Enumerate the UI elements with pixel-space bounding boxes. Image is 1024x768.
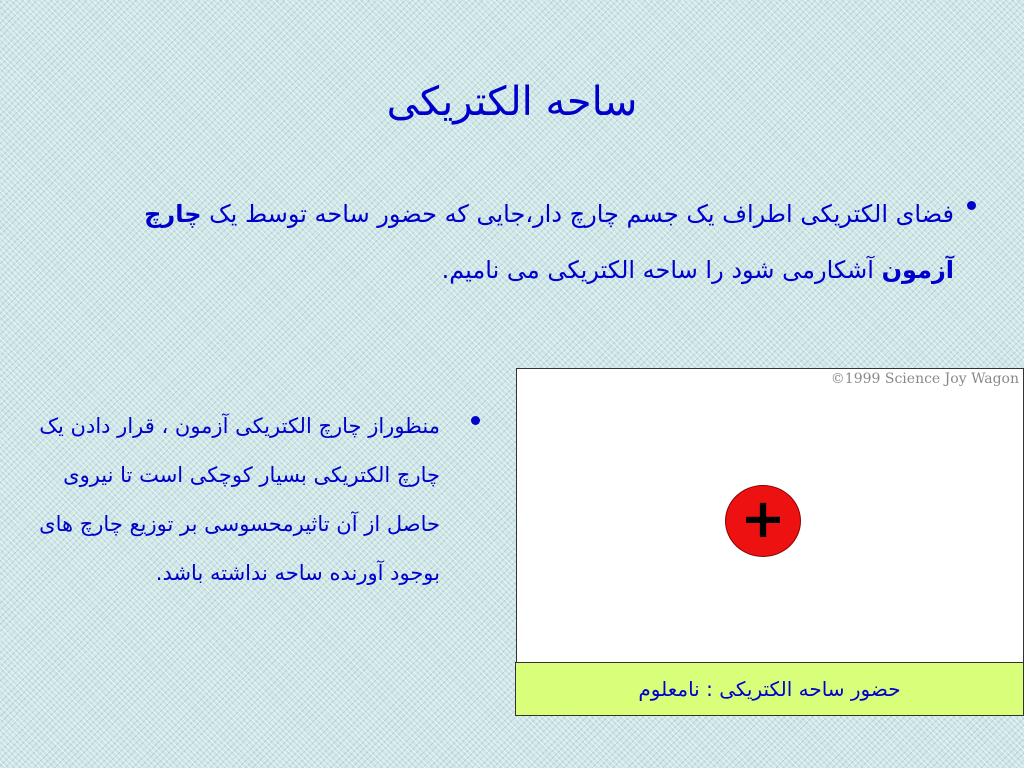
copyright-label: ©1999 Science Joy Wagon (830, 371, 1019, 387)
bullet-test-charge: منظوراز چارچ الکتریکی آزمون ، قرار دادن یک چارچ الکتریکی بسیار کوچکی است تا نیروی حاصل از آن تاثیرمحسوسی بر توزیع چارچ های بوجود آورنده ساحه نداشته باشد. (39, 414, 440, 585)
simulation-panel (516, 368, 1024, 664)
plus-icon: + (740, 487, 786, 550)
slide-title: ساحه الکتریکی (386, 79, 638, 125)
positive-charge[interactable] (725, 485, 801, 557)
bullet-definition-text-1: فضای الکتریکی اطراف یک جسم چارچ دار،جایی که حضور ساحه توسط یک (201, 200, 954, 228)
bullet-dot-icon (967, 201, 976, 210)
bullet-definition (94, 186, 954, 298)
field-status-bar (515, 662, 1024, 716)
bullet-definition-bold: چارچ آزمون (144, 200, 954, 284)
bullet-definition-text-2: آشکارمی شود را ساحه الکتریکی می نامیم. (441, 256, 882, 284)
field-status-text: حضور ساحه الکتریکی : نامعلوم (638, 677, 901, 701)
bullet-dot-icon (471, 416, 480, 425)
